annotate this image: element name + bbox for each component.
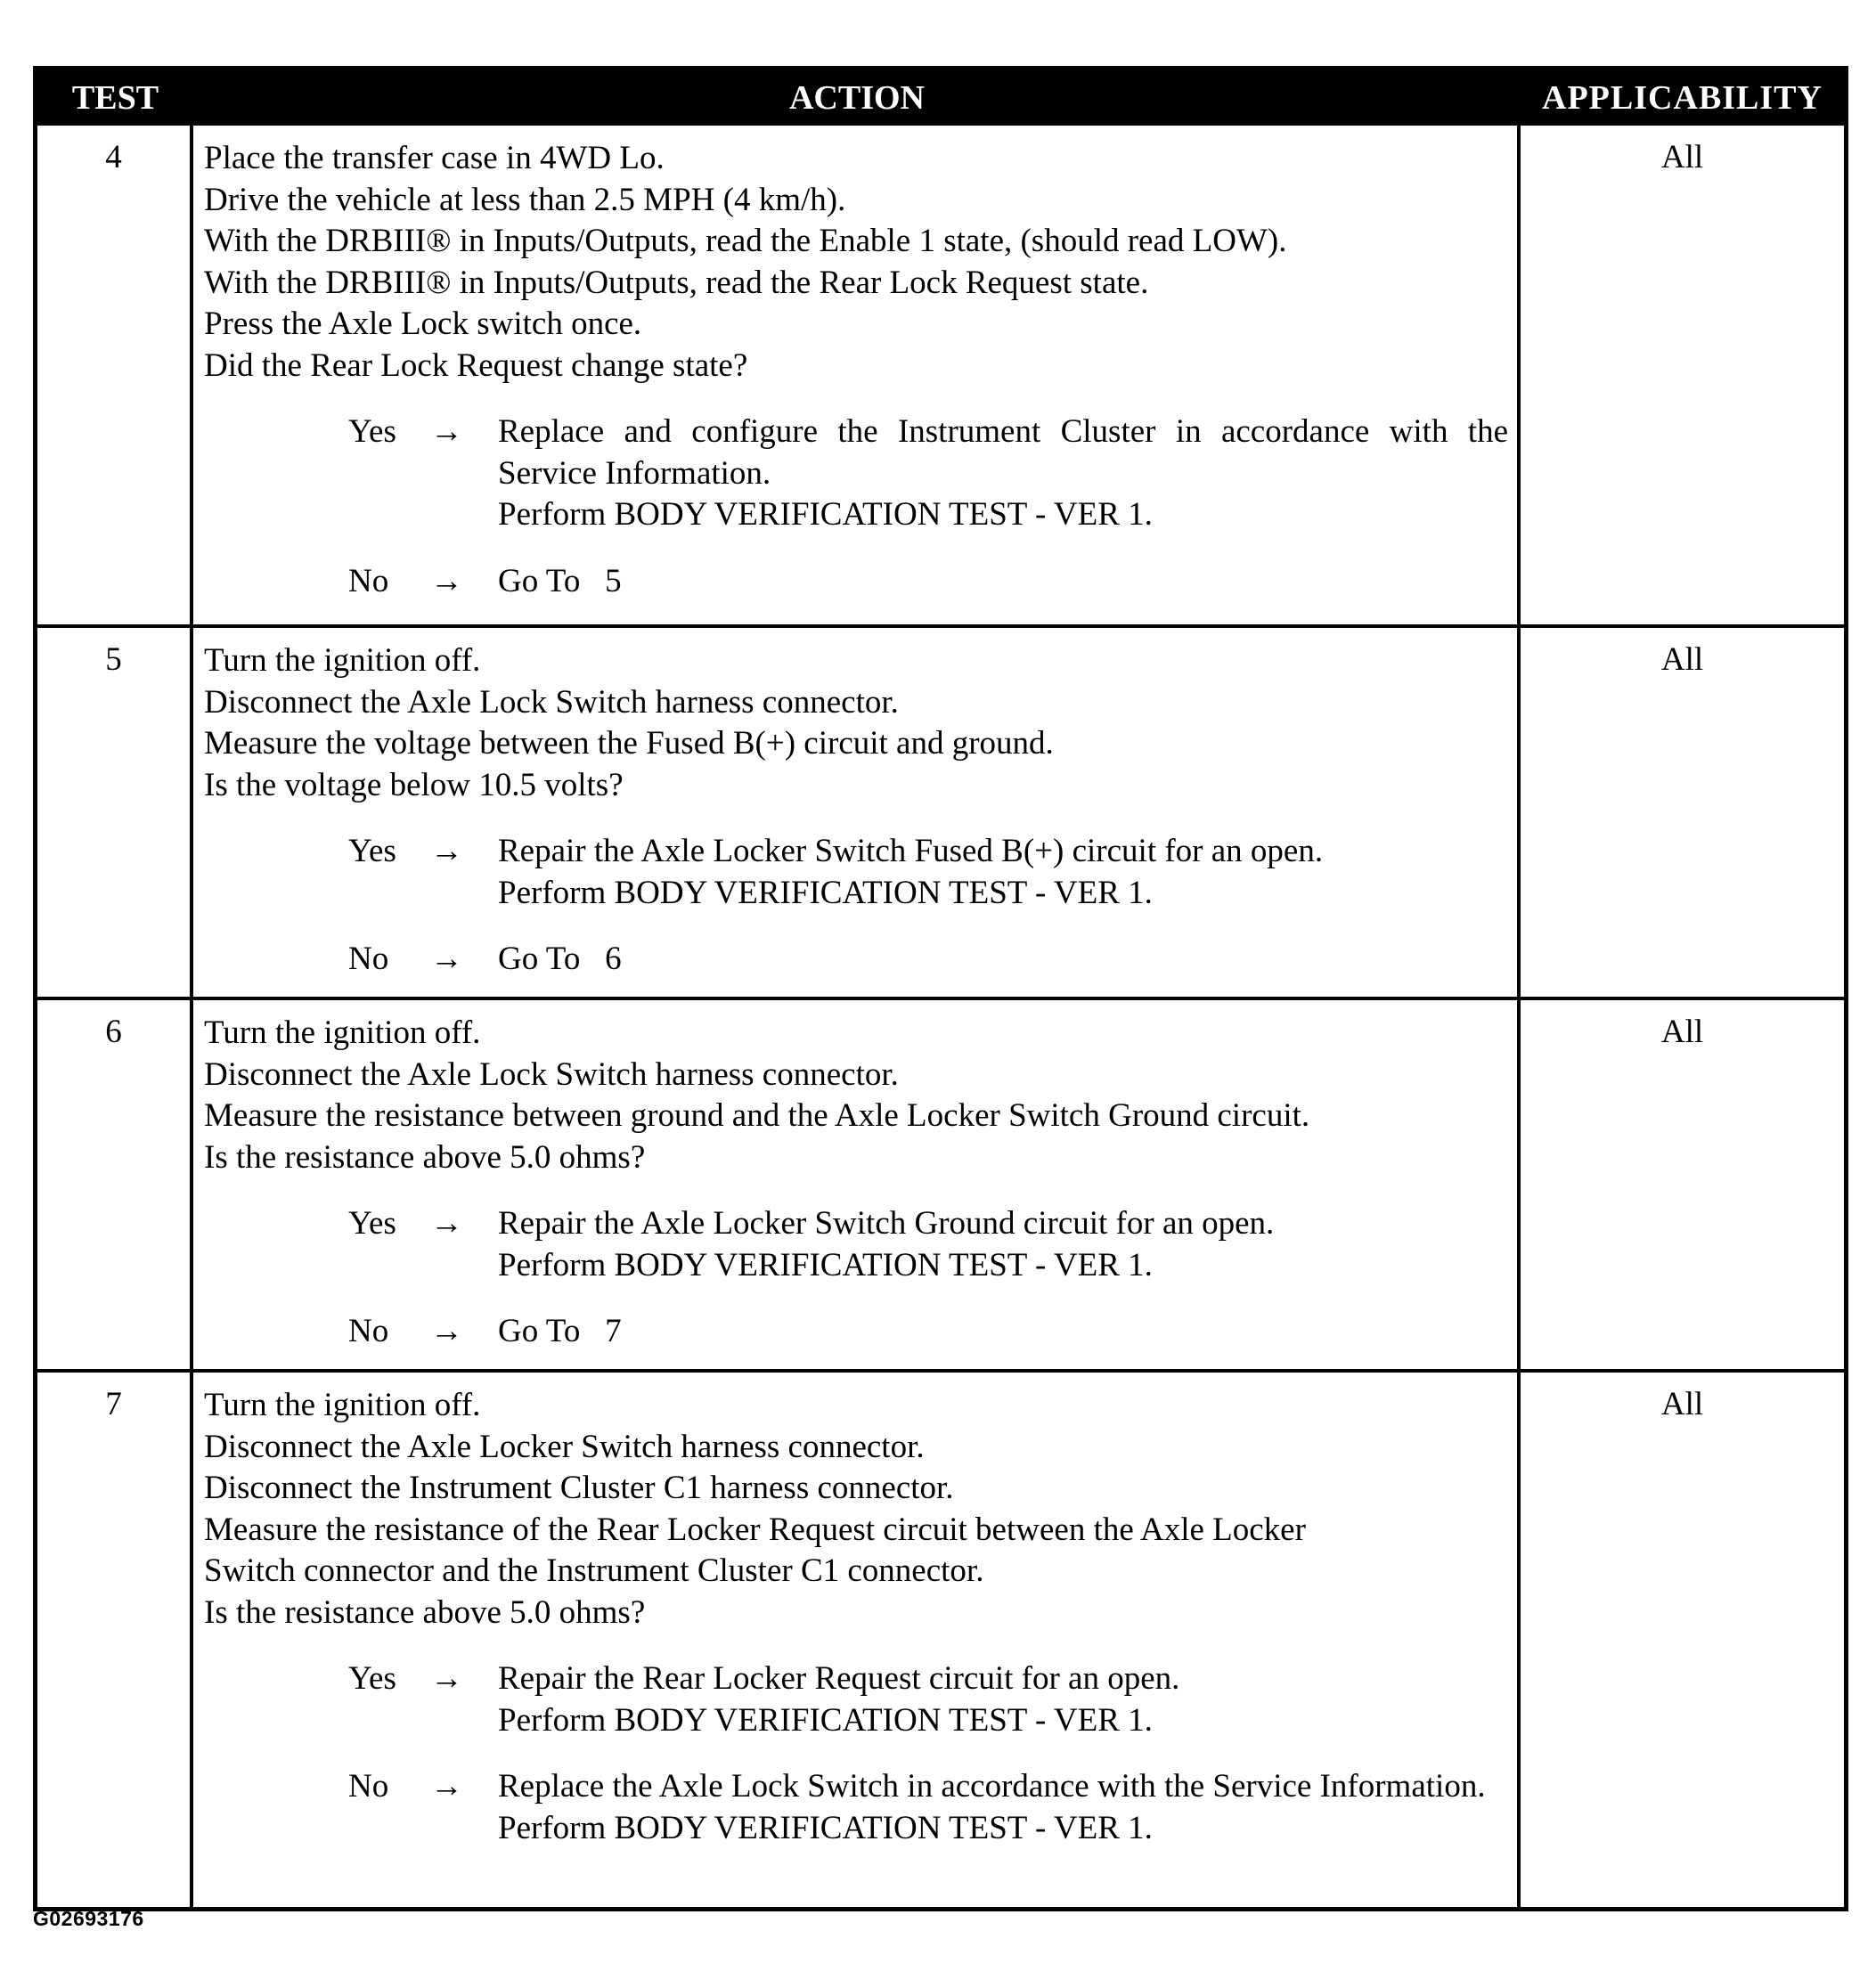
yes-label: Yes [348,1205,396,1242]
action-step: Disconnect the Instrument Cluster C1 harness connector. [204,1470,954,1506]
yes-label: Yes [348,833,396,869]
right-arrow-icon: → [430,941,463,977]
no-instructions [498,939,1508,981]
instruction-line: Go To 5 [498,562,622,599]
instruction-line: Repair the Rear Locker Request circuit for an open. [498,1660,1180,1697]
yes-instructions [498,1203,1508,1286]
right-arrow-icon: → [430,1205,463,1242]
yes-outcome [204,411,1517,536]
instruction-line: Go To 7 [498,1313,622,1349]
action-step: Is the resistance above 5.0 ohms? [204,1593,646,1631]
table-row [37,624,1844,997]
action-cell [193,1373,1521,1907]
instruction-line: Perform BODY VERIFICATION TEST - VER 1. [498,1701,1153,1739]
test-number: 5 [37,628,193,997]
table-row [37,1369,1844,1907]
action-step: Drive the vehicle at less than 2.5 MPH (4 km/h). [204,181,846,218]
action-cell [193,126,1521,624]
table-row [37,997,1844,1369]
action-step: Is the resistance above 5.0 ohms? [204,1138,646,1176]
header-action: ACTION [788,79,926,117]
instruction-line: Repair the Axle Locker Switch Ground circuit for an open. [498,1205,1275,1242]
action-step: With the DRBIII® in Inputs/Outputs, read the Enable 1 state, (should read LOW). [204,223,1287,259]
no-instructions [498,1766,1508,1849]
instruction-line: Perform BODY VERIFICATION TEST - VER 1. [498,496,1153,533]
no-label: No [348,562,389,599]
instruction-line: Perform BODY VERIFICATION TEST - VER 1. [498,1809,1153,1846]
diagnostic-test-table [33,66,1848,1911]
action-step: Measure the resistance between ground and the Axle Locker Switch Ground circuit. [204,1097,1310,1134]
header-applicability: APPLICABILITY [1542,79,1823,117]
yes-outcome [204,1658,1508,1741]
yes-outcome [204,831,1508,914]
test-number: 7 [37,1373,193,1907]
action-step: Measure the voltage between the Fused B(+) circuit and ground. [204,725,1054,762]
no-outcome [204,939,1508,981]
action-step: Turn the ignition off. [204,642,481,679]
action-step: Place the transfer case in 4WD Lo. [204,140,665,176]
right-arrow-icon: → [430,562,463,599]
instruction-line: Perform BODY VERIFICATION TEST - VER 1. [498,874,1153,911]
table-body [37,126,1844,1907]
yes-instructions [498,831,1508,914]
yes-instructions [498,1658,1508,1741]
instruction-line: Repair the Axle Locker Switch Fused B(+) circuit for an open. [498,833,1324,869]
applicability-cell: All [1660,1386,1704,1422]
action-step: Turn the ignition off. [204,1387,481,1423]
action-step: With the DRBIII® in Inputs/Outputs, read the Rear Lock Request state. [204,264,1149,301]
yes-outcome [204,1203,1508,1286]
right-arrow-icon: → [430,1313,463,1349]
instruction-line: Go To 6 [498,941,622,977]
instruction-line: Replace the Axle Lock Switch in accordance with the Service Information. [498,1768,1486,1805]
action-step: Switch connector and the Instrument Cluster C1 connector. [204,1552,984,1589]
no-outcome [204,561,1508,603]
yes-label: Yes [348,413,396,450]
header-test: TEST [71,79,159,117]
right-arrow-icon: → [430,1660,463,1697]
test-number: 4 [37,126,193,624]
no-outcome [204,1311,1508,1353]
applicability-cell: All [1660,641,1704,678]
no-instructions [498,1311,1508,1353]
action-step: Disconnect the Axle Lock Switch harness connector. [204,683,899,721]
yes-label: Yes [348,1660,396,1697]
test-number: 6 [37,1000,193,1369]
applicability-cell: All [1660,139,1704,175]
instruction-line: Replace and configure the Instrument Cluster in accordance with the Service Information. [498,413,1517,492]
no-outcome [204,1766,1508,1849]
action-cell [193,628,1521,997]
applicability-cell: All [1660,1014,1704,1050]
action-step: Did the Rear Lock Request change state? [204,346,748,384]
no-label: No [348,1768,389,1805]
no-instructions [498,561,1508,603]
table-header [37,70,1844,126]
action-step: Disconnect the Axle Lock Switch harness connector. [204,1055,899,1093]
right-arrow-icon: → [430,1768,463,1805]
action-step: Measure the resistance of the Rear Locker Request circuit between the Axle Locker [204,1511,1306,1548]
no-label: No [348,1313,389,1349]
right-arrow-icon: → [430,413,463,450]
instruction-line: Perform BODY VERIFICATION TEST - VER 1. [498,1246,1153,1283]
action-step: Turn the ignition off. [204,1014,481,1051]
yes-instructions [498,411,1517,536]
no-label: No [348,941,389,977]
action-step: Press the Axle Lock switch once. [204,306,642,342]
figure-id: G02693176 [33,1907,144,1930]
action-step: Is the voltage below 10.5 volts? [204,766,624,803]
right-arrow-icon: → [430,833,463,869]
action-cell [193,1000,1521,1369]
table-row [37,126,1844,624]
action-step: Disconnect the Axle Locker Switch harness connector. [204,1428,925,1465]
